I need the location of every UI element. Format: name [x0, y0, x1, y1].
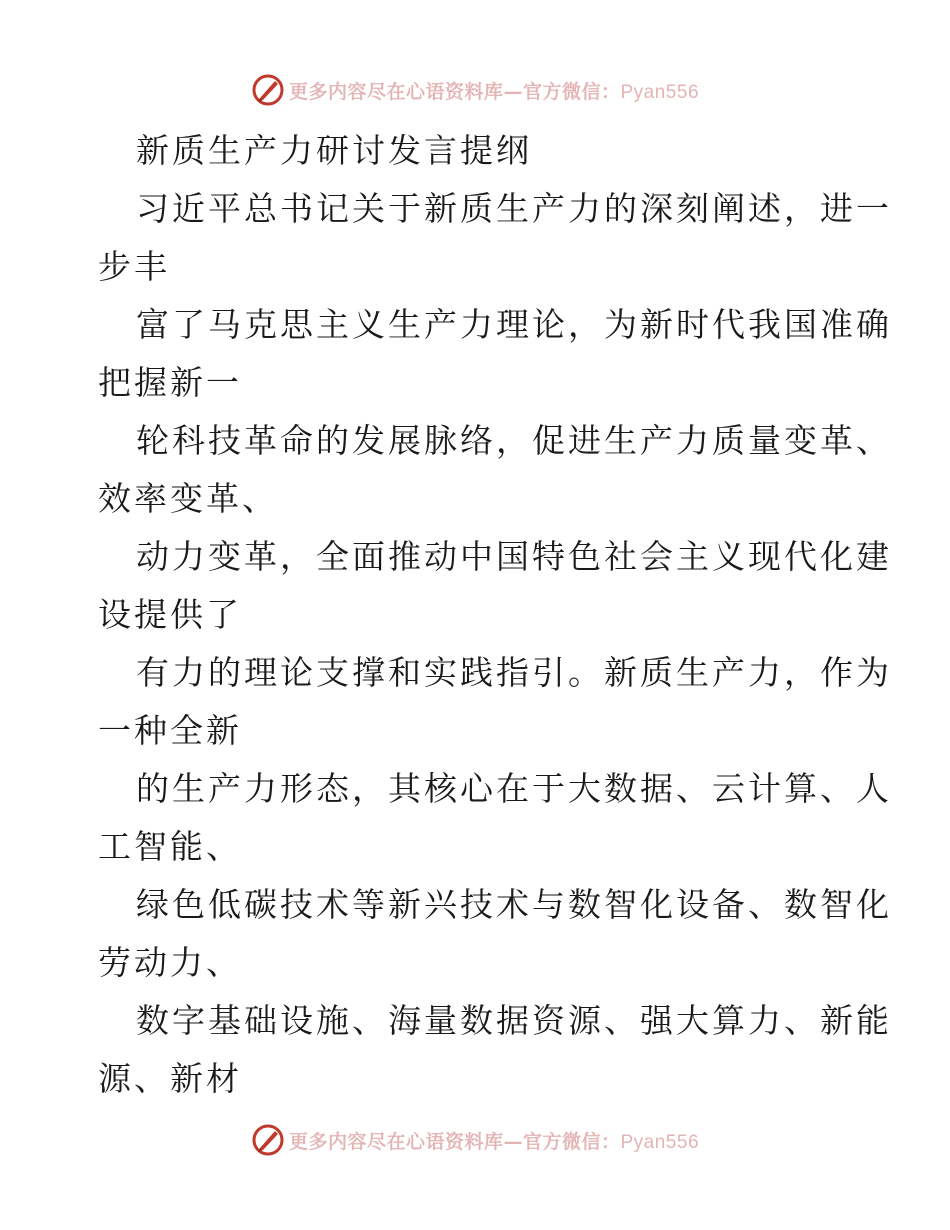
- footer-banner: [0, 1120, 950, 1160]
- text-line: 轮科技革命的发展脉络，促进生产力质量变革、: [136, 421, 892, 460]
- text-line: 富了马克思主义生产力理论，为新时代我国准确: [136, 305, 892, 344]
- text-line: 工智能、: [98, 827, 242, 866]
- header-banner: [0, 70, 950, 110]
- text-line: 动力变革，全面推动中国特色社会主义现代化建: [136, 537, 892, 576]
- text-line: 的生产力形态，其核心在于大数据、云计算、人: [136, 769, 892, 808]
- text-line: 把握新一: [98, 363, 242, 402]
- text-line: 效率变革、: [98, 479, 278, 518]
- header-banner-text: 更多内容尽在心语资料库—官方微信：Pyan556: [288, 80, 700, 103]
- document-title: 新质生产力研讨发言提纲: [136, 131, 532, 170]
- text-line: 有力的理论支撑和实践指引。新质生产力，作为: [136, 653, 892, 692]
- header-wechat-handle: Pyan556: [620, 81, 700, 103]
- document-body: [98, 122, 892, 1108]
- text-line: 习近平总书记关于新质生产力的深刻阐述，进一: [136, 189, 892, 228]
- pen-logo-icon: [251, 73, 285, 107]
- text-line: 设提供了: [98, 595, 242, 634]
- text-line: 绿色低碳技术等新兴技术与数智化设备、数智化: [136, 885, 892, 924]
- pen-logo-icon: [251, 1123, 285, 1157]
- text-line: 数字基础设施、海量数据资源、强大算力、新能: [136, 1001, 892, 1040]
- text-line: 步丰: [98, 247, 170, 286]
- footer-banner-text: 更多内容尽在心语资料库—官方微信：Pyan556: [288, 1130, 700, 1153]
- text-line: 源、新材: [98, 1059, 242, 1098]
- text-line: 一种全新: [98, 711, 242, 750]
- text-line: 劳动力、: [98, 943, 242, 982]
- footer-wechat-handle: Pyan556: [620, 1131, 700, 1153]
